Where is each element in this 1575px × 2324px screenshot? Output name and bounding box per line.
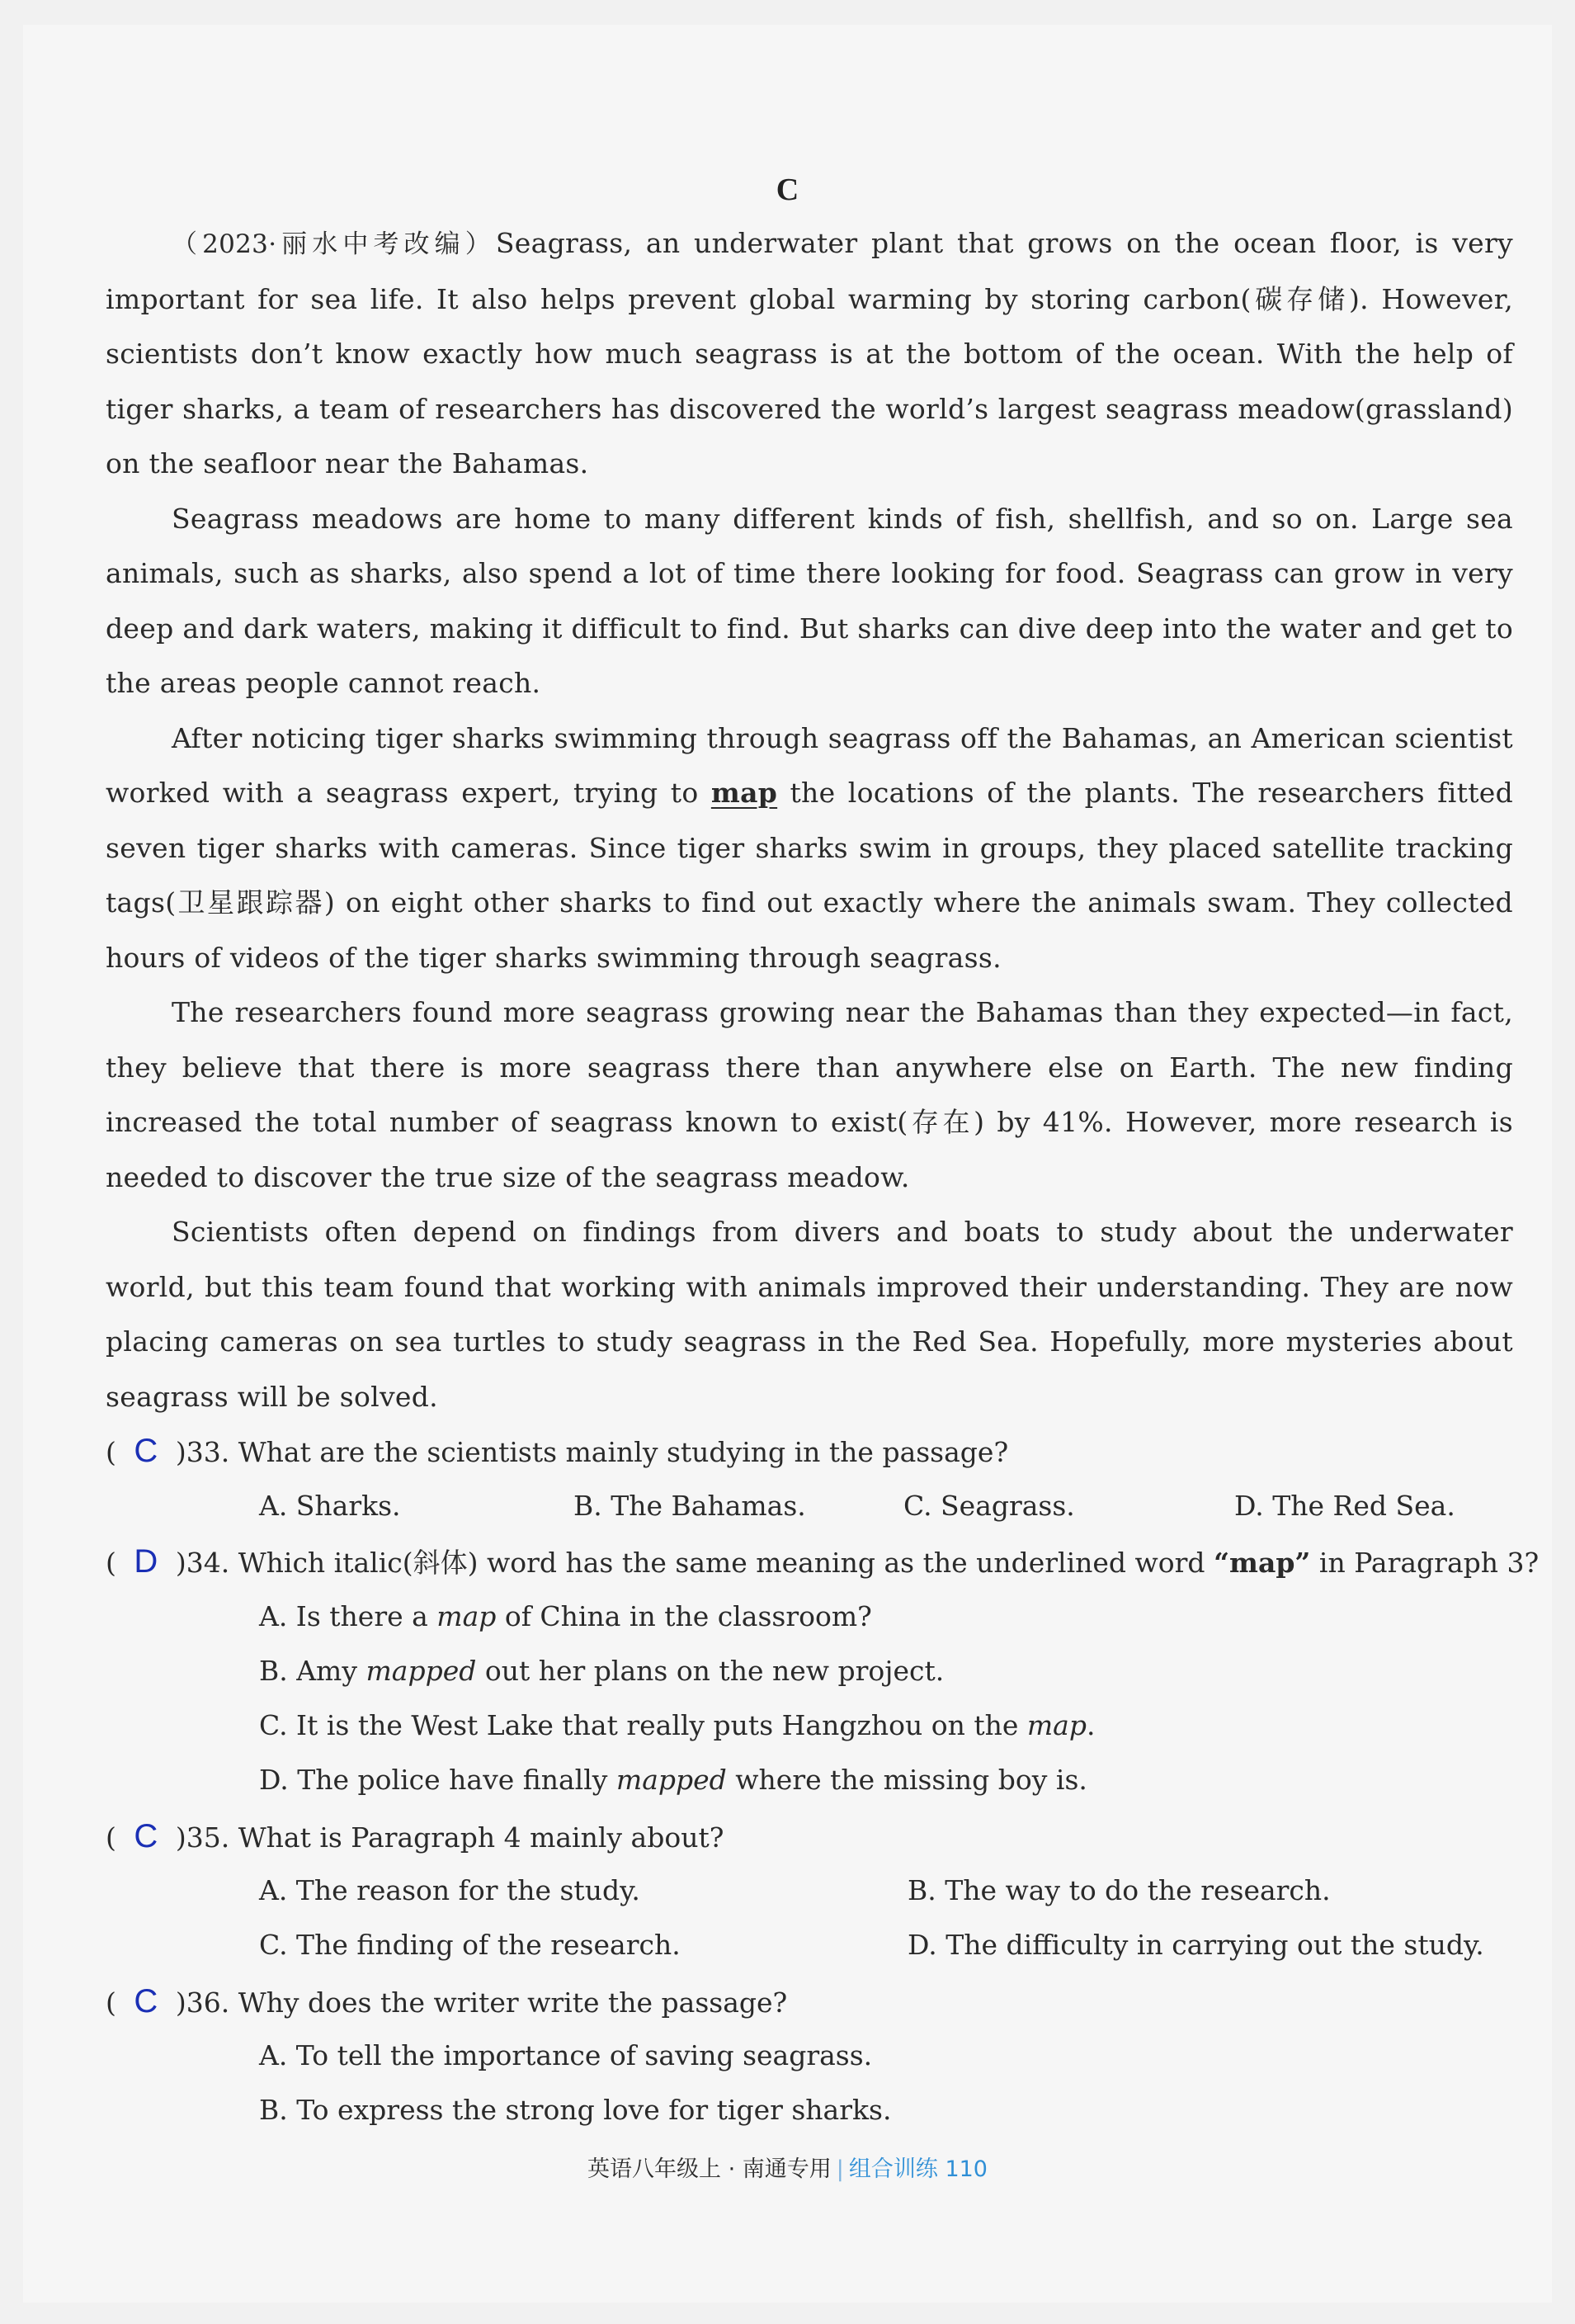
paragraph-5: Scientists often depend on findings from divers and boats to study about the underwater world, but this team found that working with animals improved their understanding. They are now placing cameras on sea turtles to study seagrass in the Red Sea. Hopefully, more mysteries about seagrass will be solved.: [106, 1216, 1513, 1413]
section-heading: C: [776, 172, 799, 207]
option-35-a: A. The reason for the study.: [259, 1874, 640, 1906]
paragraph-3-text-b: the locations of the plants. The researchers fitted seven tiger sharks with cameras. Since tiger sharks swim in groups, they placed satellite tracking tags(卫星跟踪器) on eight other sharks to find out exactly where the animals swam. They collected hours of videos of the tiger sharks swimming through seagrass.: [106, 777, 1514, 974]
answer-33: C: [134, 1433, 158, 1469]
underlined-word-map: map: [710, 777, 778, 809]
option-34-b: B. Amy mapped out her plans on the new project.: [259, 1655, 945, 1687]
answer-35: C: [134, 1818, 158, 1854]
question-33: ( C )33. What are the scientists mainly studying in the passage?: [106, 1433, 1009, 1469]
paragraph-3: [106, 711, 1513, 986]
option-33-d: D. The Red Sea.: [1234, 1490, 1455, 1522]
question-34-word: “map”: [1214, 1547, 1311, 1579]
question-34-text-b: in Paragraph 3?: [1310, 1547, 1540, 1579]
option-35-d: D. The difficulty in carrying out the study.: [908, 1929, 1484, 1961]
question-34-text-a: 34. Which italic(斜体) word has the same meaning as the underlined word: [186, 1547, 1214, 1579]
source-note: （2023·丽水中考改编）: [172, 229, 496, 259]
question-34: ( D )34. Which italic(斜体) word has the same meaning as the underlined word “map” in Paragraph 3?: [106, 1543, 1540, 1580]
paragraph-3-text-a: After noticing tiger sharks swimming through seagrass off the Bahamas, an American scientist worked with a seagrass expert, trying to: [106, 721, 1513, 809]
option-33-b: B. The Bahamas.: [573, 1490, 806, 1522]
question-35: ( C )35. What is Paragraph 4 mainly about?: [106, 1818, 724, 1854]
footer-divider: |: [836, 2156, 844, 2182]
question-36-text: 36. Why does the writer write the passage?: [186, 1986, 788, 2019]
option-34-d: D. The police have finally mapped where the missing boy is.: [259, 1764, 1087, 1796]
page-number: 110: [945, 2156, 988, 2182]
option-33-c: C. Seagrass.: [903, 1490, 1075, 1522]
question-36: ( C )36. Why does the writer write the passage?: [106, 1983, 788, 2019]
paragraph-1: [106, 216, 1513, 492]
page-footer: [0, 2151, 1575, 2183]
footer-section: 组合训练: [848, 2156, 938, 2182]
option-33-a: A. Sharks.: [259, 1490, 401, 1522]
option-34-a: A. Is there a map of China in the classroom?: [259, 1600, 872, 1632]
paragraph-1-text: Seagrass, an underwater plant that grows on the ocean floor, is very important for sea life. It also helps prevent global warming by storing carbon(碳存储). However, scientists don’t know exactly how much seagrass is at the bottom of the ocean. With the help of tiger sharks, a team of researchers has discovered the world’s largest seagrass meadow(grassland) on the seafloor near the Bahamas.: [106, 227, 1513, 479]
answer-34: D: [134, 1543, 158, 1580]
reading-passage: [106, 216, 1513, 1424]
option-36-a: A. To tell the importance of saving seagrass.: [259, 2039, 873, 2071]
paragraph-4: The researchers found more seagrass growing near the Bahamas than they expected—in fact, they believe that there is more seagrass there than anywhere else on Earth. The new finding increased the total number of seagrass known to exist(存在) by 41%. However, more research is needed to discover the true size of the seagrass meadow.: [106, 996, 1513, 1193]
option-35-b: B. The way to do the research.: [908, 1874, 1331, 1906]
question-33-text: 33. What are the scientists mainly studying in the passage?: [186, 1436, 1009, 1468]
option-34-c: C. It is the West Lake that really puts Hangzhou on the map.: [259, 1709, 1096, 1741]
paragraph-2: Seagrass meadows are home to many different kinds of fish, shellfish, and so on. Large sea animals, such as sharks, also spend a lot of time there looking for food. Seagrass can grow in very deep and dark waters, making it difficult to find. But sharks can dive deep into the water and get to the areas people cannot reach.: [106, 502, 1513, 699]
option-36-b: B. To express the strong love for tiger sharks.: [259, 2094, 892, 2126]
footer-book-title: 英语八年级上 · 南通专用: [587, 2156, 832, 2182]
question-35-text: 35. What is Paragraph 4 mainly about?: [186, 1821, 724, 1854]
option-35-c: C. The finding of the research.: [259, 1929, 681, 1961]
answer-36: C: [134, 1983, 158, 2019]
